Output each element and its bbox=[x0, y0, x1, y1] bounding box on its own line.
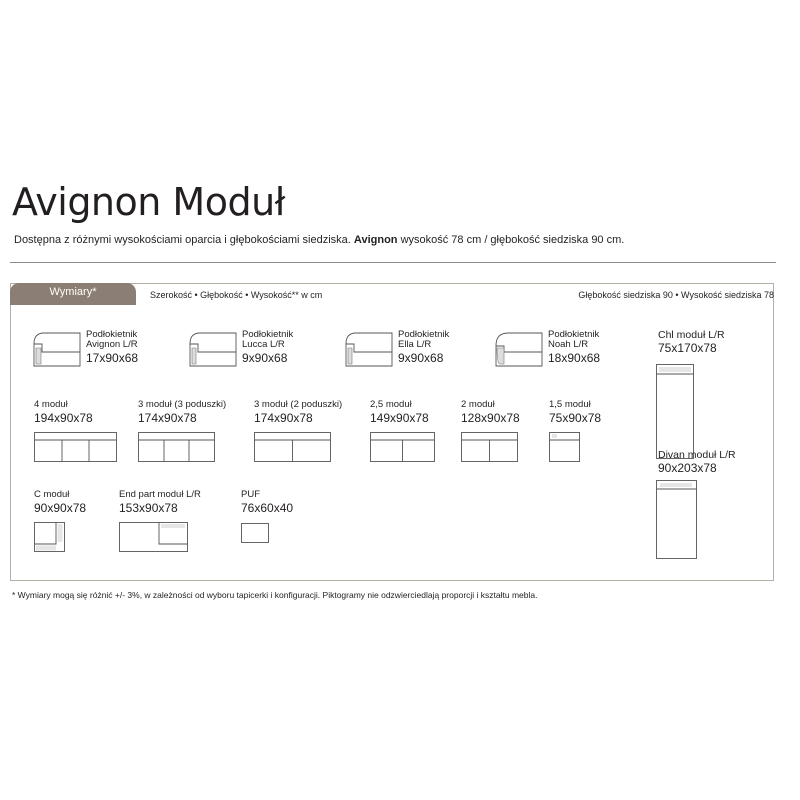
module-name: Podłokietnik bbox=[548, 329, 600, 340]
module-dimensions: 128x90x78 bbox=[461, 411, 520, 425]
module-dimensions: 18x90x68 bbox=[548, 351, 601, 365]
module-name: PUF bbox=[241, 489, 260, 500]
sofa-module-icon bbox=[34, 432, 118, 464]
module-dimensions: 76x60x40 bbox=[241, 501, 294, 515]
page-subtitle bbox=[14, 234, 624, 246]
seat-depth-info: Głębokość siedziska 90 • Wysokość siedziska 78 bbox=[578, 290, 774, 300]
end-part-icon bbox=[119, 522, 189, 554]
module-dimensions: 174x90x78 bbox=[138, 411, 197, 425]
module-variant: Ella L/R bbox=[398, 339, 432, 350]
module-name: Podłokietnik bbox=[86, 329, 138, 340]
module-dimensions: 90x203x78 bbox=[658, 461, 717, 475]
module-dimensions: 17x90x68 bbox=[86, 351, 139, 365]
page-title: Avignon Moduł bbox=[12, 180, 285, 224]
sofa-module-icon bbox=[549, 432, 581, 464]
module-name: 3 moduł (2 poduszki) bbox=[254, 399, 343, 410]
header-divider bbox=[10, 262, 776, 263]
module-dimensions: 149x90x78 bbox=[370, 411, 429, 425]
module-name: Chl moduł L/R bbox=[658, 329, 725, 341]
sofa-module-icon bbox=[461, 432, 519, 464]
module-dimensions: 9x90x68 bbox=[398, 351, 444, 365]
armrest-icon bbox=[188, 330, 238, 368]
module-name: Divan moduł L/R bbox=[658, 449, 736, 461]
module-name: 2,5 moduł bbox=[370, 399, 412, 410]
module-name: End part moduł L/R bbox=[119, 489, 201, 500]
module-dimensions: 194x90x78 bbox=[34, 411, 93, 425]
armrest-icon bbox=[344, 330, 394, 368]
chaise-longue-icon bbox=[656, 364, 696, 460]
pouf-icon bbox=[241, 523, 271, 545]
module-variant: Lucca L/R bbox=[242, 339, 285, 350]
subtitle-brand: Avignon bbox=[353, 234, 398, 246]
sofa-module-icon bbox=[370, 432, 436, 464]
module-name: 4 moduł bbox=[34, 399, 68, 410]
units-label: Szerokość • Głębokość • Wysokość** w cm bbox=[150, 290, 323, 300]
module-name: C moduł bbox=[34, 489, 70, 500]
module-name: 1,5 moduł bbox=[549, 399, 591, 410]
module-dimensions: 9x90x68 bbox=[242, 351, 288, 365]
armrest-icon bbox=[32, 330, 82, 368]
divan-icon bbox=[656, 480, 700, 560]
module-dimensions: 174x90x78 bbox=[254, 411, 313, 425]
corner-module-icon bbox=[34, 522, 66, 554]
sofa-module-icon bbox=[254, 432, 332, 464]
dimensions-tab: Wymiary* bbox=[10, 283, 136, 305]
module-name: Podłokietnik bbox=[398, 329, 450, 340]
armrest-icon bbox=[494, 330, 544, 368]
module-dimensions: 90x90x78 bbox=[34, 501, 87, 515]
sofa-module-icon bbox=[138, 432, 216, 464]
footnote: * Wymiary mogą się różnić +/- 3%, w zależności od wyboru tapicerki i konfiguracji. Piktogramy nie odzwierciedlają proporcji i kształtu mebla. bbox=[12, 590, 538, 600]
subtitle-text-end: wysokość 78 cm / głębokość siedziska 90 cm. bbox=[397, 234, 625, 246]
module-dimensions: 75x90x78 bbox=[549, 411, 602, 425]
module-variant: Avignon L/R bbox=[86, 339, 138, 350]
module-variant: Noah L/R bbox=[548, 339, 589, 350]
module-dimensions: 75x170x78 bbox=[658, 341, 717, 355]
module-dimensions: 153x90x78 bbox=[119, 501, 178, 515]
module-name: 3 moduł (3 poduszki) bbox=[138, 399, 227, 410]
module-name: Podłokietnik bbox=[242, 329, 294, 340]
subtitle-text: Dostępna z różnymi wysokościami oparcia i głębokościami siedziska. bbox=[14, 234, 354, 246]
module-name: 2 moduł bbox=[461, 399, 495, 410]
